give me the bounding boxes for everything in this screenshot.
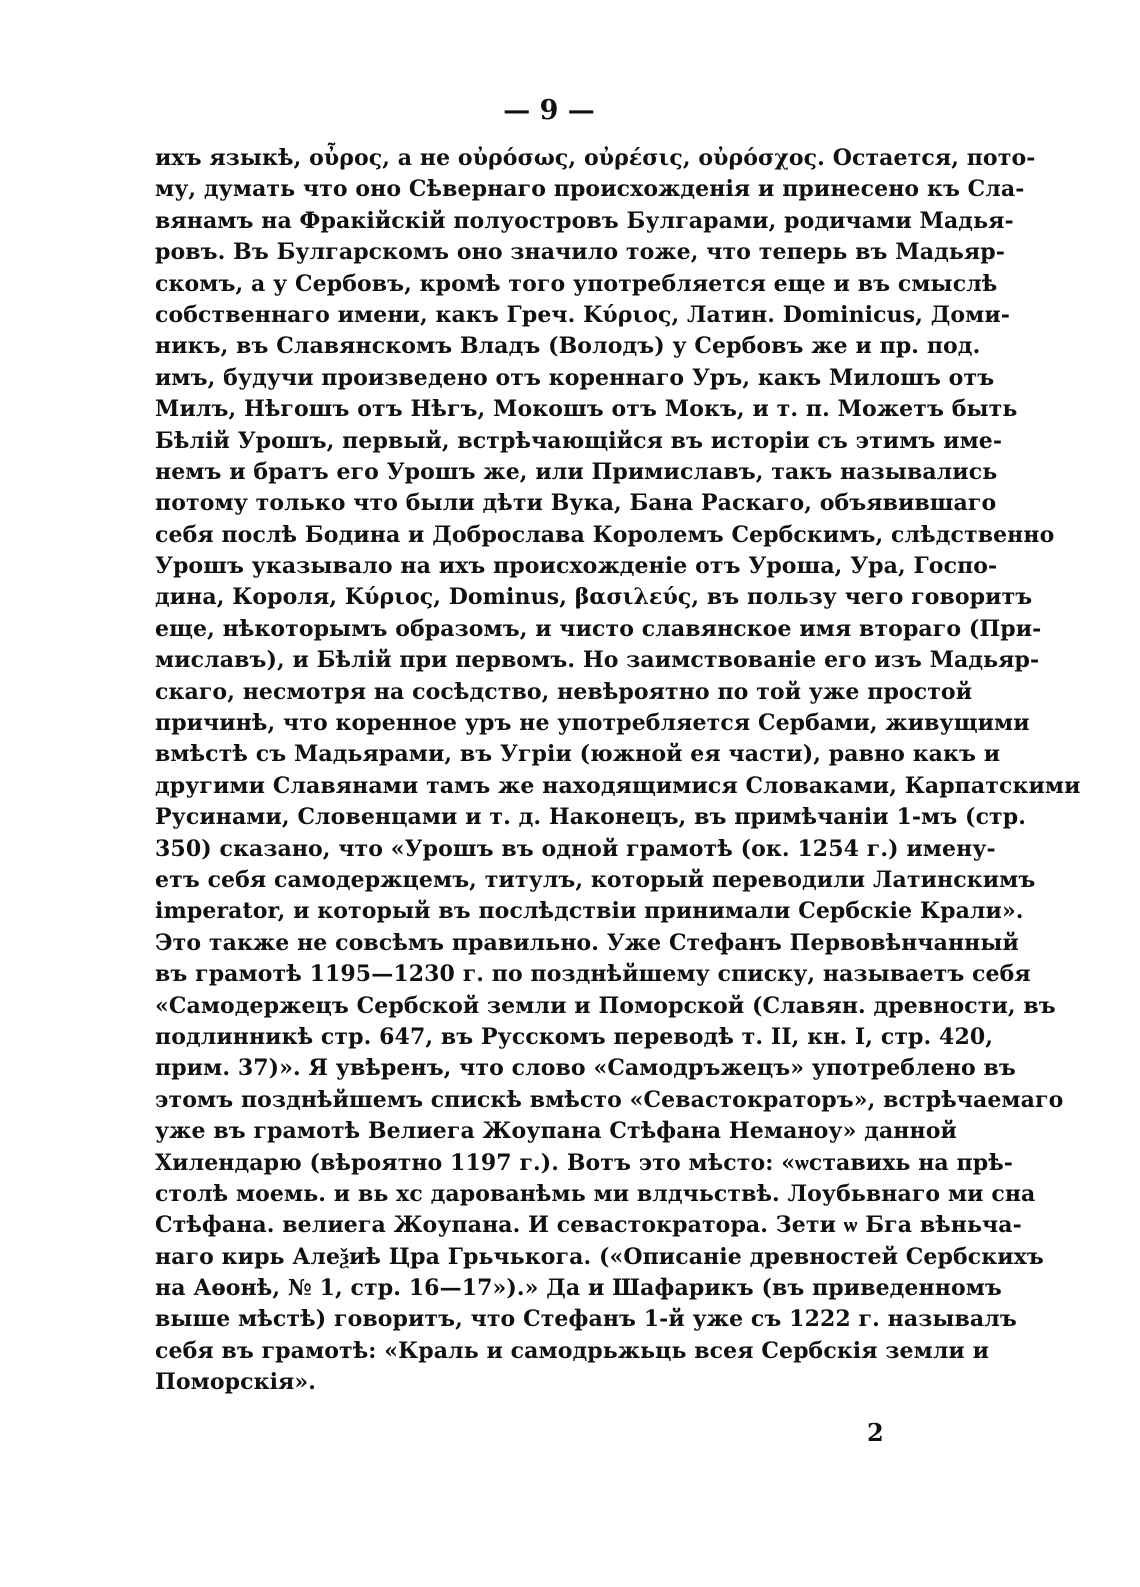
text-line: 350) сказано, что «Урошъ въ одной грамотѣ (ок. 1254 г.) имену-: [155, 835, 996, 862]
text-line: скаго, несмотря на сосѣдство, невѣроятно по той уже простой: [155, 678, 973, 705]
text-line: этомъ позднѣйшемъ спискѣ вмѣсто «Севастократоръ», встрѣчаемаго: [155, 1086, 1064, 1113]
text-line: причинѣ, что коренное уръ не употребляется Сербами, живущими: [155, 710, 1030, 737]
text-line: наго кирь Алеѯиѣ Цра Грьчькога. («Описаніе древностей Сербскихъ: [155, 1243, 1044, 1270]
text-line: имъ, будучи произведено отъ кореннаго Уръ, какъ Милошъ отъ: [155, 364, 995, 391]
text-line: Урошъ указывало на ихъ происхожденіе отъ Уроша, Ура, Госпо-: [155, 553, 998, 580]
text-line: Стѣфана. велиега Жоупана. И севастократора. Зети ѡ Бга вѣньча-: [155, 1212, 1022, 1239]
text-line: никъ, въ Славянскомъ Владъ (Володъ) у Сербовъ же и пр. под.: [155, 333, 981, 360]
text-line: столѣ моемь. и вь хс дарованѣмь ми влдчьствѣ. Лоубьвнаго ми сна: [155, 1180, 1036, 1207]
text-line: въ грамотѣ 1195—1230 г. по позднѣйшему списку, называетъ себя: [155, 961, 1031, 988]
text-line: Милъ, Нѣгошъ отъ Нѣгъ, Мокошъ отъ Мокъ, и т. п. Можетъ быть: [155, 396, 1018, 423]
text-line: Бѣлій Урошъ, первый, встрѣчающійся въ исторіи съ этимъ име-: [155, 427, 1003, 454]
text-line: вянамъ на Фракійскій полуостровъ Булгарами, родичами Мадья-: [155, 207, 1014, 234]
text-line: собственнаго имени, какъ Греч. Κύριος, Латин. Dominicus, Доми-: [155, 301, 1011, 328]
text-line: выше мѣстѣ) говоритъ, что Стефанъ 1-й уже съ 1222 г. называлъ: [155, 1306, 1017, 1333]
text-line: вмѣстѣ съ Мадьярами, въ Угріи (южной ея части), равно какъ и: [155, 741, 1001, 768]
text-line: ихъ языкѣ, οὖρος, а не οὐρόσως, οὐρέσις, οὐρόσχος. Остается, пото-: [155, 145, 1036, 171]
page-number: — 9 —: [503, 95, 595, 126]
signature-mark: 2: [867, 1418, 884, 1447]
text-line: прим. 37)». Я увѣренъ, что слово «Самодръжецъ» употреблено въ: [155, 1055, 1016, 1082]
text-line: уже въ грамотѣ Велиега Жоупана Стѣфана Неманоу» данной: [155, 1118, 957, 1145]
text-line: другими Славянами тамъ же находящимися Словаками, Карпатскими: [155, 772, 1081, 799]
text-line: му, думать что оно Сѣвернаго происхожденія и принесено къ Сла-: [155, 176, 1025, 203]
text-line: дина, Короля, Κύριος, Dominus, βασιλεύς, въ пользу чего говоритъ: [155, 584, 1033, 611]
text-line: Поморскія».: [155, 1369, 317, 1396]
text-line: на Аѳонѣ, № 1, стр. 16—17»).» Да и Шафарикъ (въ приведенномъ: [155, 1275, 1002, 1302]
text-line: подлинникѣ стр. 647, въ Русскомъ переводѣ т. II, кн. I, стр. 420,: [155, 1023, 994, 1050]
text-line: миславъ), и Бѣлій при первомъ. Но заимствованіе его изъ Мадьяр-: [155, 647, 1040, 674]
text-line: етъ себя самодержцемъ, титулъ, который переводили Латинскимъ: [155, 866, 1036, 893]
text-line: потому только что были дѣти Вука, Бана Раскаго, объявившаго: [155, 490, 997, 517]
text-line: скомъ, а у Сербовъ, кромѣ того употребляется еще и въ смыслѣ: [155, 270, 998, 297]
text-line: imperator, и который въ послѣдствіи принимали Сербскіе Крали».: [155, 898, 1024, 925]
text-line: немъ и братъ его Урошъ же, или Примиславъ, такъ назывались: [155, 458, 998, 485]
text-line: ровъ. Въ Булгарскомъ оно значило тоже, что теперь въ Мадьяр-: [155, 239, 1005, 266]
text-line: Это также не совсѣмъ правильно. Уже Стефанъ Первовѣнчанный: [155, 929, 1019, 956]
page-body: [155, 143, 1081, 1399]
text-line: «Самодержецъ Сербской земли и Поморской (Славян. древности, въ: [155, 992, 1056, 1019]
text-line: Хилендарю (вѣроятно 1197 г.). Вотъ это мѣсто: «ѡставихь на прѣ-: [155, 1149, 1014, 1176]
text-line: Русинами, Словенцами и т. д. Наконецъ, въ примѣчаніи 1-мъ (стр.: [155, 804, 1027, 831]
text-line: еще, нѣкоторымъ образомъ, и чисто славянское имя втораго (При-: [155, 615, 1042, 642]
text-line: себя въ грамотѣ: «Краль и самодрьжьць всея Сербскія земли и: [155, 1337, 990, 1364]
text-line: себя послѣ Бодина и Доброслава Королемъ Сербскимъ, слѣдственно: [155, 521, 1055, 548]
